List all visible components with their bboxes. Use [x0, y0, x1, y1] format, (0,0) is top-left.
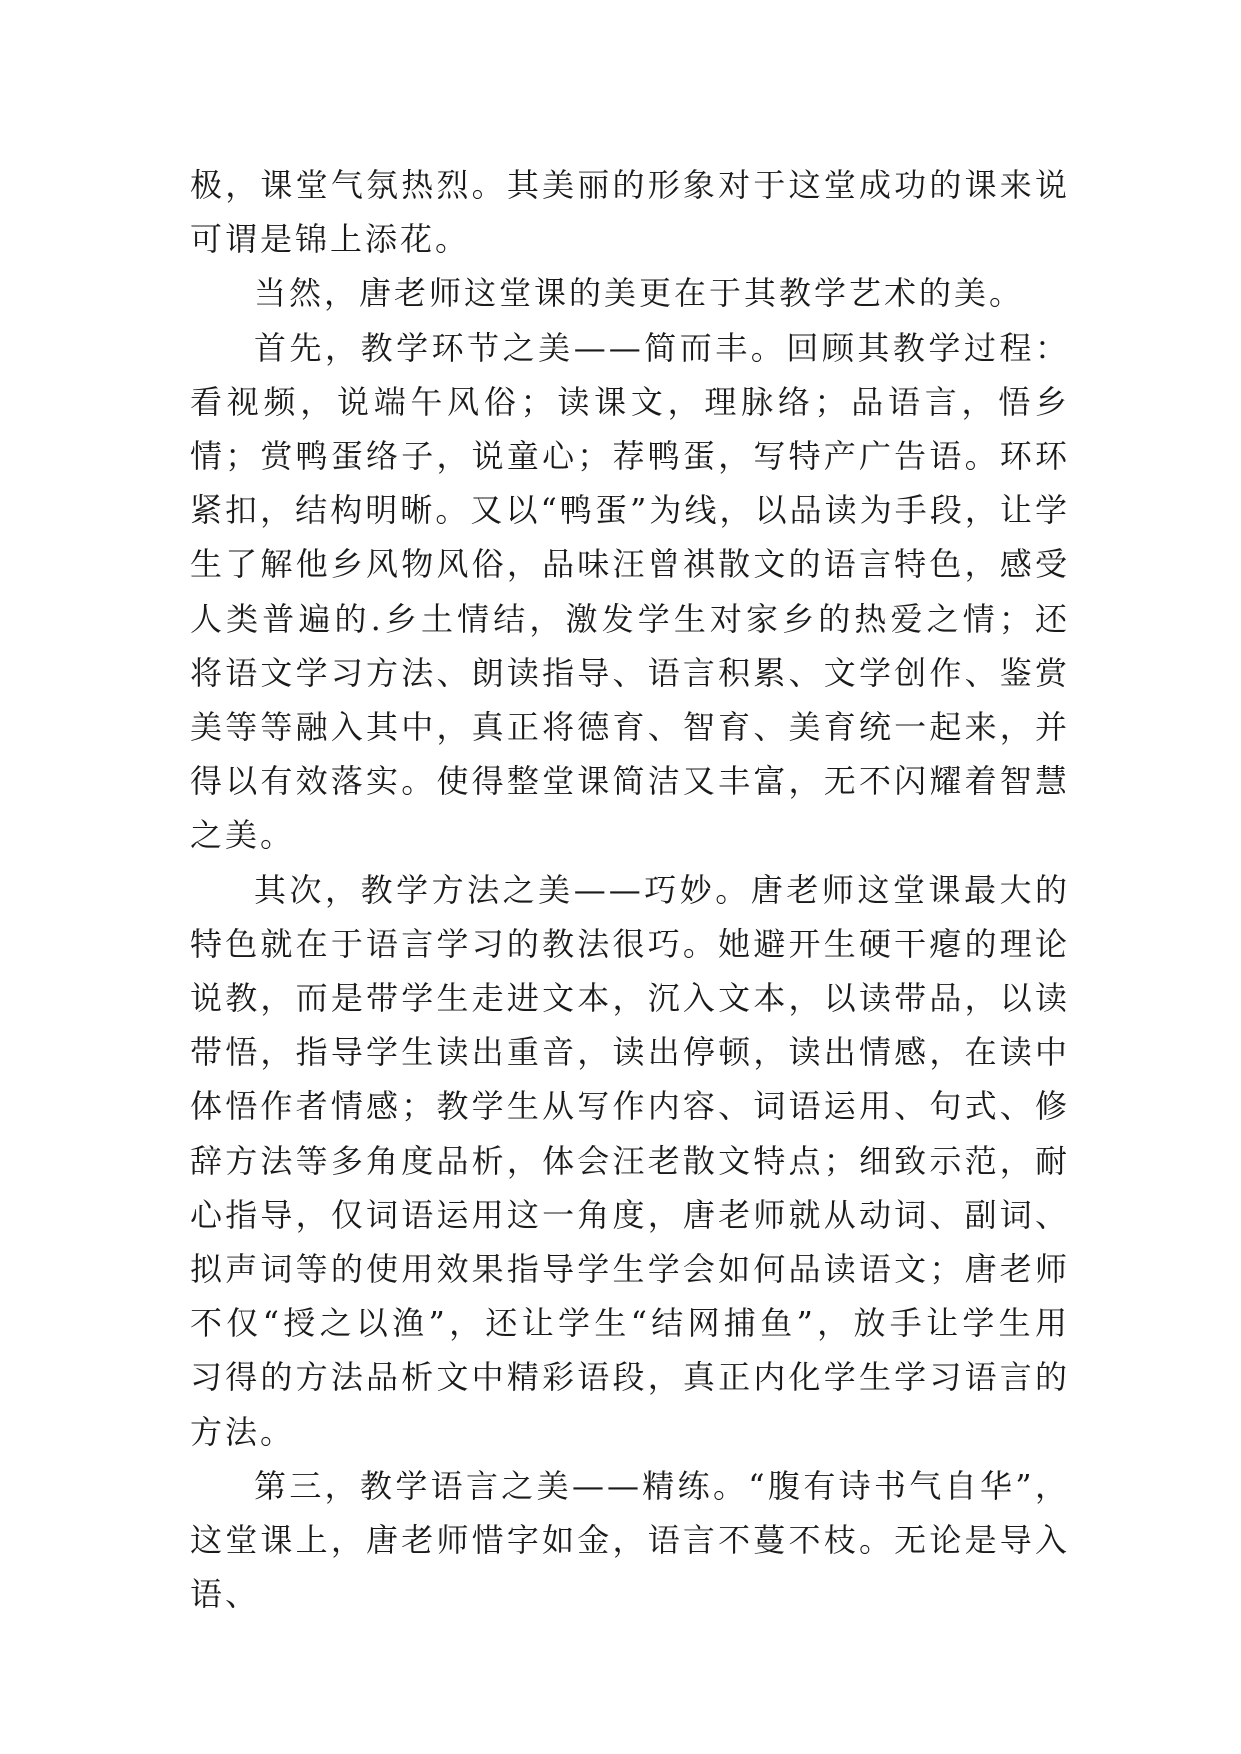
paragraph-4: 其次，教学方法之美——巧妙。唐老师这堂课最大的特色就在于语言学习的教法很巧。她避开生硬干瘪的理论说教，而是带学生走进文本，沉入文本，以读带品，以读带悟，指导学生读出重音，读出停顿，读出情感，在读中体悟作者情感；教学生从写作内容、词语运用、句式、修辞方法等多角度品析，体会汪老散文特点；细致示范，耐心指导，仅词语运用这一角度，唐老师就从动词、副词、拟声词等的使用效果指导学生学会如何品读语文；唐老师不仅“授之以渔”，还让学生“结网捕鱼”，放手让学生用习得的方法品析文中精彩语段，真正内化学生学习语言的方法。 — [190, 870, 1070, 1451]
document-body — [190, 158, 1070, 1621]
paragraph-1: 极，课堂气氛热烈。其美丽的形象对于这堂成功的课来说可谓是锦上添花。 — [190, 166, 1070, 259]
paragraph-5: 第三，教学语言之美——精练。“腹有诗书气自华”，这堂课上，唐老师惜字如金，语言不蔓不枝。无论是导入语、 — [190, 1466, 1070, 1614]
paragraph-3: 首先，教学环节之美——简而丰。回顾其教学过程：看视频，说端午风俗；读课文，理脉络；品语言，悟乡情；赏鸭蛋络子，说童心；荐鸭蛋，写特产广告语。环环紧扣，结构明晰。又以“鸭蛋”为线，以品读为手段，让学生了解他乡风物风俗，品味汪曾祺散文的语言特色，感受人类普遍的.乡土情结，激发学生对家乡的热爱之情；还将语文学习方法、朗读指导、语言积累、文学创作、鉴赏美等等融入其中，真正将德育、智育、美育统一起来，并得以有效落实。使得整堂课简洁又丰富，无不闪耀着智慧之美。 — [190, 328, 1070, 855]
paragraph-2: 当然，唐老师这堂课的美更在于其教学艺术的美。 — [254, 274, 1025, 313]
